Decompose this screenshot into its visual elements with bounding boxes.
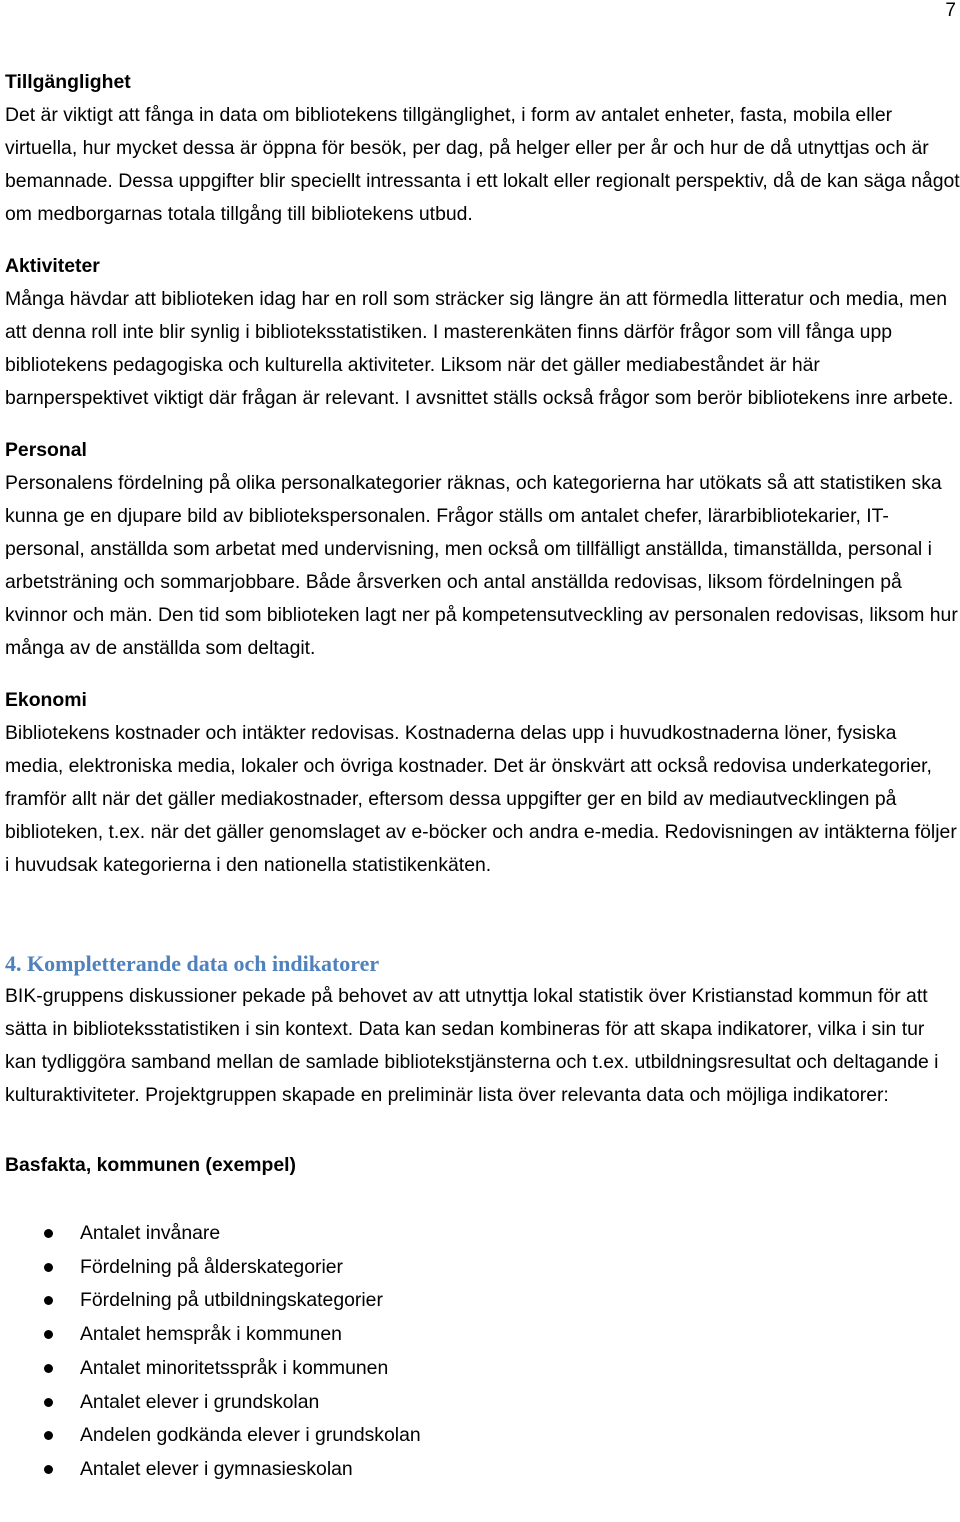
list-item-text: Fördelning på ålderskategorier [80,1255,344,1278]
bullet-icon [44,1364,53,1373]
section-heading: Personal [5,439,87,461]
section-tillganglighet [5,66,960,231]
bullet-icon [44,1398,53,1407]
list-item-text: Andelen godkända elever i grundskolan [80,1424,421,1447]
bullet-icon [44,1330,53,1339]
bullet-icon [44,1296,53,1305]
list-item [5,1453,960,1487]
list-item-text: Antalet hemspråk i kommunen [80,1323,342,1346]
list-item [5,1284,960,1318]
bullet-icon [44,1263,53,1272]
list-item-text: Antalet elever i gymnasieskolan [80,1457,353,1480]
list-item [5,1386,960,1420]
page-content [5,66,960,1487]
bullet-icon [44,1431,53,1440]
section-heading: Tillgänglighet [5,71,131,93]
list-item [5,1251,960,1285]
list-item [5,1217,960,1251]
section-aktiviteter [5,250,960,415]
section-paragraph: Många hävdar att biblioteken idag har en roll som sträcker sig längre än att förmedla litteratur och media, men att denna roll inte blir synlig i biblioteksstatistiken. I masterenkäten finns därför frågor som vill fånga upp bibliotekens pedagogiska och kulturella aktiviteter. Liksom när det gäller mediabeståndet är här barnperspektivet viktigt där frågan är relevant. I avsnittet ställs också frågor som berör bibliotekens inre arbete. [5,288,954,409]
chapter-paragraph: BIK-gruppens diskussioner pekade på behovet av att utnyttja lokal statistik över Kristianstad kommun för att sätta in biblioteksstatistiken i sin kontext. Data kan sedan kombineras för att skapa indikatorer, vilka i sin tur kan tydliggöra samband mellan de samlade bibliotekstjänsterna och t.ex. utbildningsresultat och deltagande i kulturaktiviteter. Projektgruppen skapade en preliminär lista över relevanta data och möjliga indikatorer: [5,985,939,1106]
list-item-text: Antalet elever i grundskolan [80,1390,320,1413]
list-item-text: Antalet minoritetsspråk i kommunen [80,1356,389,1379]
list-item-text: Fördelning på utbildningskategorier [80,1289,383,1312]
chapter-heading: 4. Kompletterande data och indikatorer [5,951,380,976]
basfakta-section [5,1149,960,1487]
basfakta-list [5,1217,960,1487]
section-heading: Ekonomi [5,689,87,711]
section-paragraph: Det är viktigt att fånga in data om bibliotekens tillgänglighet, i form av antalet enheter, fasta, mobila eller virtuella, hur mycket dessa är öppna för besök, per dag, på helger eller per år och hur de då utnyttjas och är bemannade. Dessa uppgifter blir speciellt intressanta i ett lokalt eller regionalt perspektiv, då de kan säga något om medborgarnas totala tillgång till bibliotekens utbud. [5,104,960,225]
list-item-text: Antalet invånare [80,1222,221,1244]
page-number: 7 [945,0,956,21]
bullet-icon [44,1465,53,1474]
chapter-kompletterande-data [5,948,960,1112]
list-item [5,1352,960,1386]
section-heading: Aktiviteter [5,255,100,277]
list-item [5,1419,960,1453]
section-personal [5,434,960,665]
section-paragraph: Personalens fördelning på olika personalkategorier räknas, och kategorierna har utökats så att statistiken ska kunna ge en djupare bild av bibliotekspersonalen. Frågor ställs om antalet chefer, lärarbibliotekarier, IT-personal, anställda som arbetat med undervisning, men också om tillfälligt anställda, timanställda, personal i arbetsträning och sommarjobbare. Både årsverken och antal anställda redovisas, liksom fördelningen på kvinnor och män. Den tid som biblioteken lagt ner på kompetensutveckling av personalen redovisas, liksom hur många av de anställda som deltagit. [5,472,958,659]
section-paragraph: Bibliotekens kostnader och intäkter redovisas. Kostnaderna delas upp i huvudkostnaderna löner, fysiska media, elektroniska media, lokaler och övriga kostnader. Det är önskvärt att också redovisa underkategorier, framför allt när det gäller mediakostnader, eftersom dessa uppgifter ger en bild av mediautvecklingen på biblioteken, t.ex. när det gäller genomslaget av e-böcker och andra e-media. Redovisningen av intäkterna följer i huvudsak kategorierna i den nationella statistikenkäten. [5,722,957,876]
basfakta-heading: Basfakta, kommunen (exempel) [5,1154,296,1176]
bullet-icon [44,1229,53,1238]
list-item [5,1318,960,1352]
section-ekonomi [5,684,960,882]
